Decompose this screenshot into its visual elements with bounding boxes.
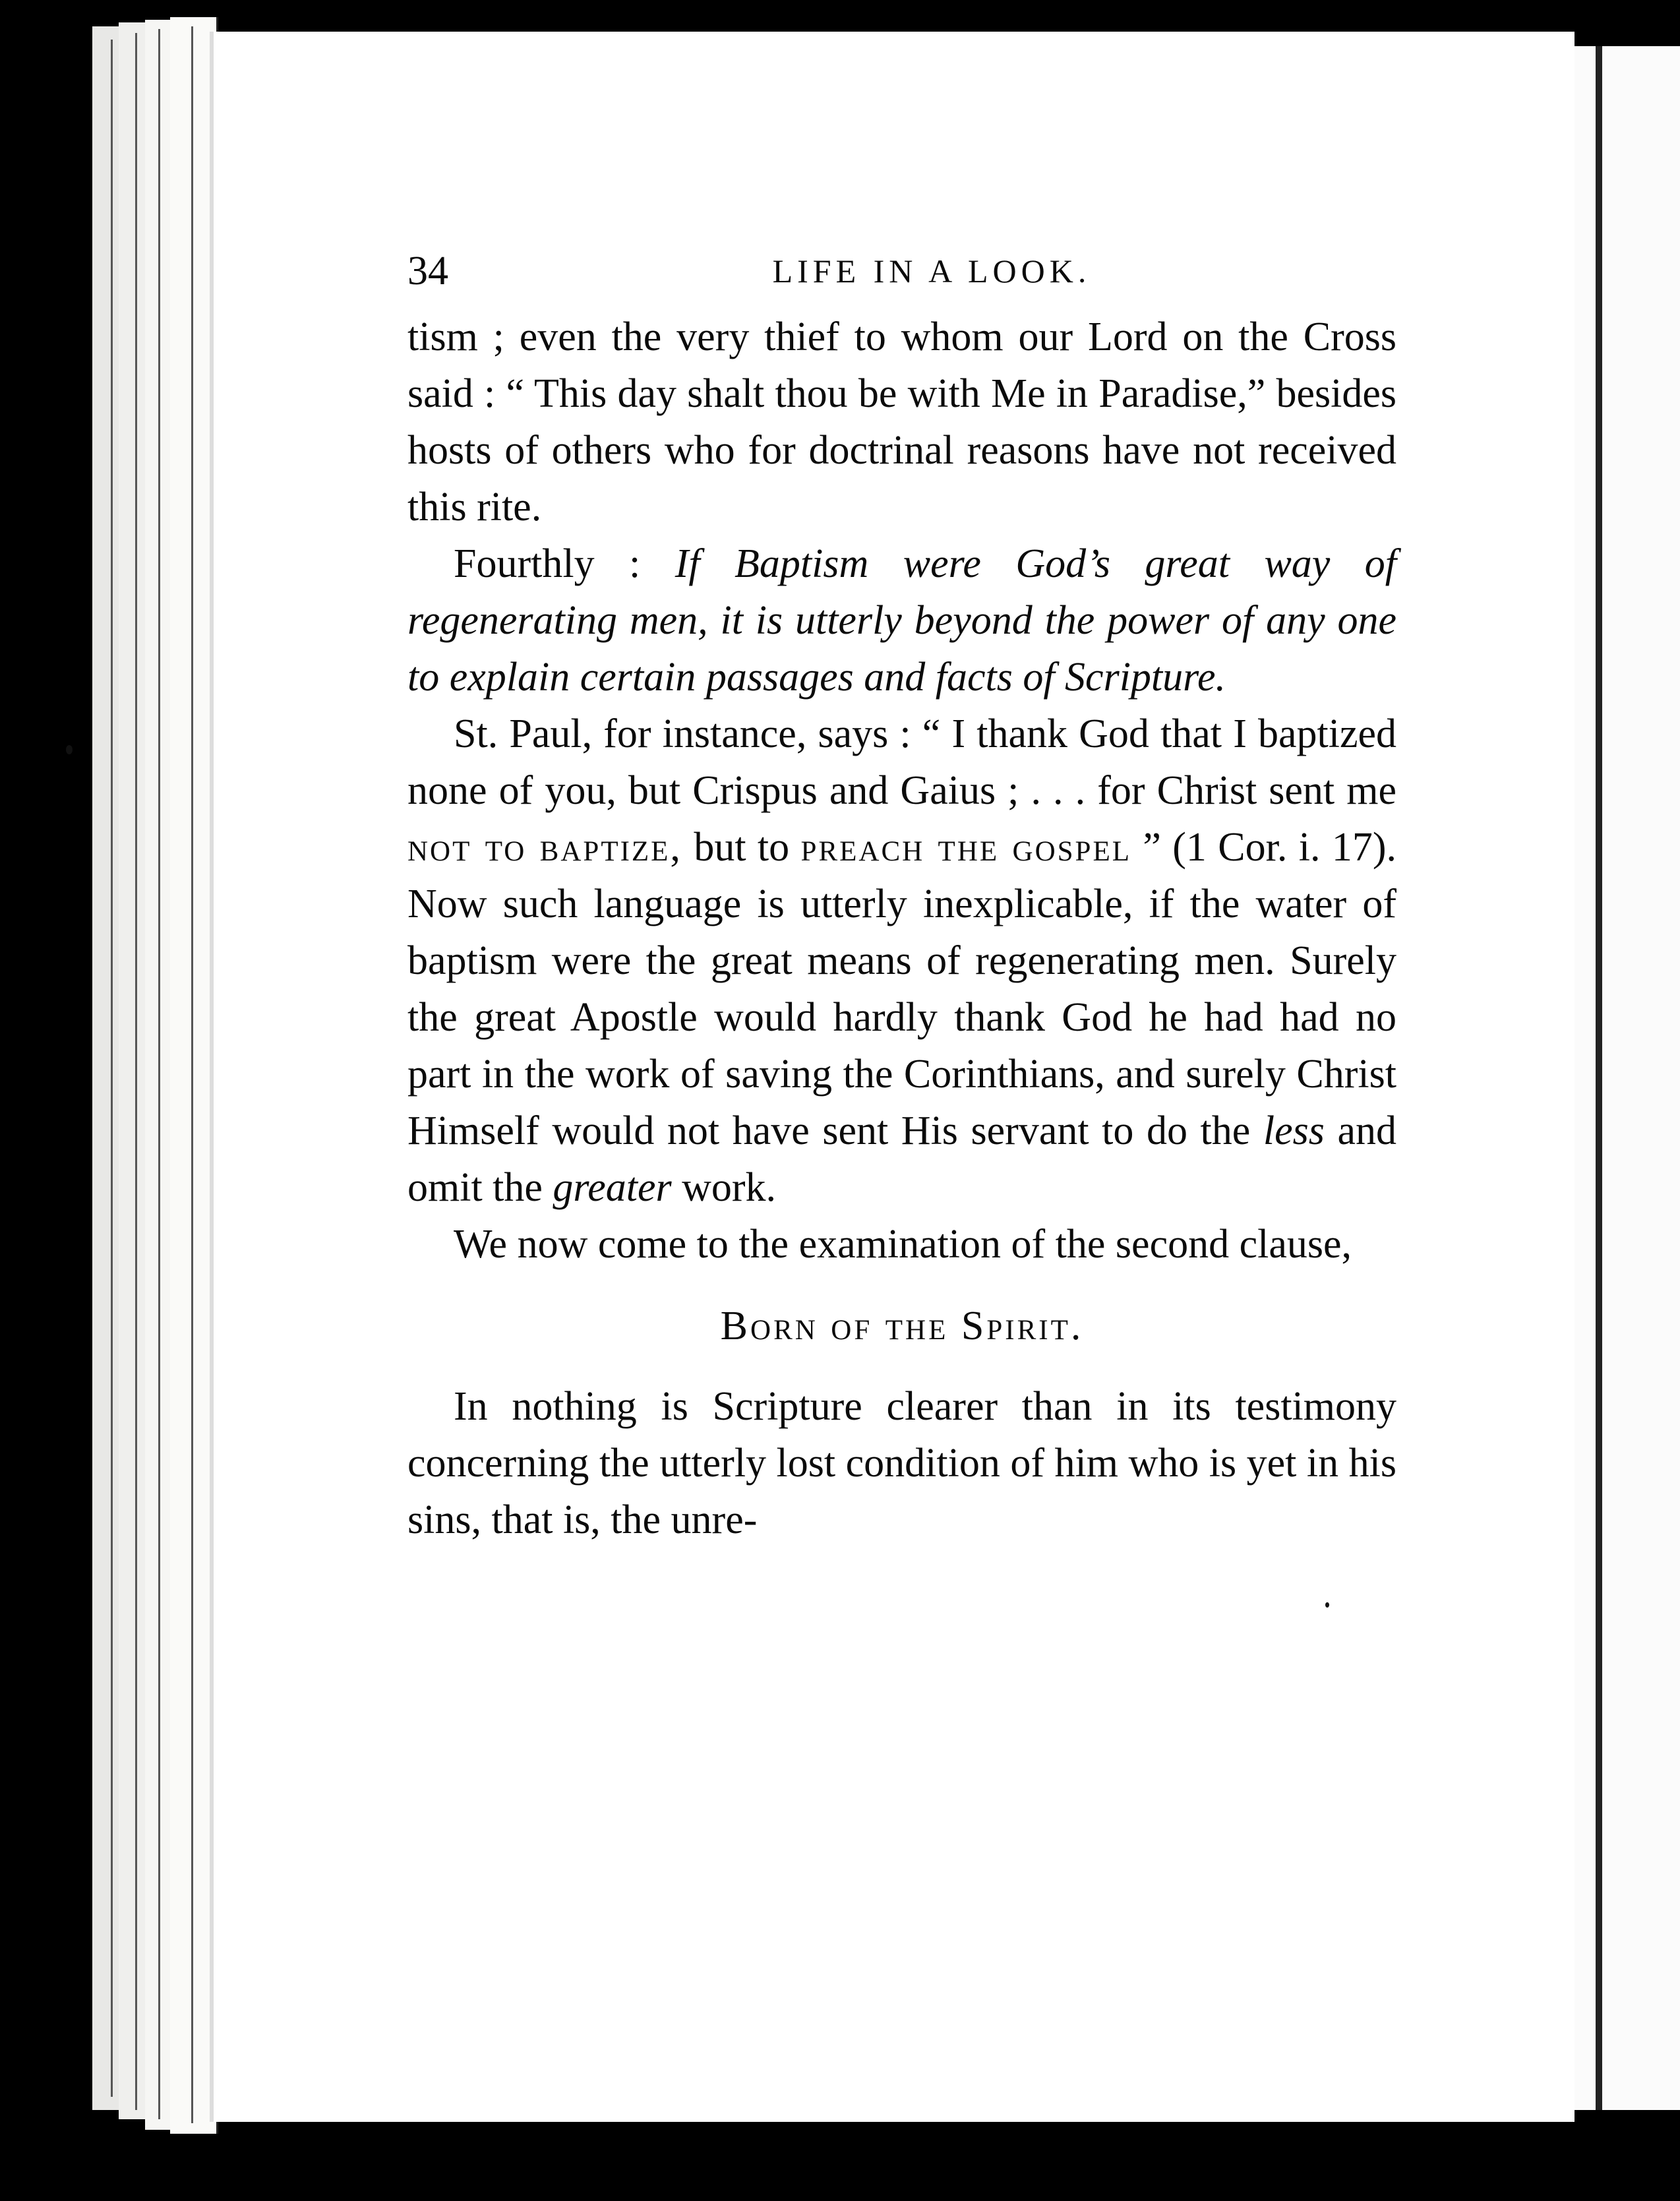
page-edge-line [135, 33, 137, 2110]
paragraph-nothing [407, 1378, 1396, 1548]
paragraph-fourthly [407, 535, 1396, 706]
page-content [407, 243, 1396, 1548]
paragraph-text: work. [671, 1165, 777, 1210]
scan-speck [1325, 1602, 1329, 1608]
italic-word: less [1263, 1108, 1325, 1153]
paragraph-text: In nothing is Scripture clearer than in its testimony concerning the utterly lost condition of him who is yet in his sins, that is, the unre- [407, 1384, 1396, 1542]
paragraph-text: St. Paul, for instance, says : “ I thank God that I baptized none of you, but Crispus and Gaius ; . . . for Christ sent me [407, 711, 1396, 813]
paragraph-text: and omit the [407, 1108, 1396, 1210]
right-page-edge [1569, 46, 1680, 2110]
page-edge-line [111, 40, 113, 2097]
italic-statement: If Baptism were God’s great way of regenerating men, it is utterly beyond the power of any one to explain certain passages and facts of Scripture. [407, 541, 1396, 700]
paragraph-continued [407, 309, 1396, 535]
paragraph-text: ” (1 Cor. i. 17). Now such language is utterly inexplicable, if the water of baptism were the great means of regenerating men. Surely the great Apostle would hardly thank God he had had no part in the work of saving the Corinthians, and surely Christ Himself would not have sent His servant to do the [407, 825, 1397, 1153]
small-caps-phrase: not to baptize, [407, 825, 682, 870]
page-number: 34 [407, 249, 448, 293]
page-edge-line [158, 29, 160, 2119]
small-caps-phrase: preach the gospel [800, 825, 1131, 870]
paragraph-examination [407, 1216, 1396, 1273]
paragraph-text: We now come to the examination of the second clause, [454, 1222, 1352, 1267]
italic-word: greater [553, 1165, 672, 1210]
paragraph-st-paul [407, 706, 1396, 1216]
paragraph-text: tism ; even the very thief to whom our Lord on the Cross said : “ This day shalt thou be with Me in Paradise,” besides hosts of others who for doctrinal reasons have not received this rite. [407, 315, 1396, 529]
page-edge-line [191, 26, 193, 2123]
right-page-gutter [1596, 46, 1602, 2110]
scan-speck [66, 745, 73, 754]
running-head [407, 243, 1396, 309]
paragraph-lead: Fourthly : [454, 541, 675, 586]
book-page [210, 32, 1575, 2122]
running-title: LIFE IN A LOOK. [772, 253, 1091, 289]
section-heading: Born of the Spirit. [720, 1304, 1084, 1348]
paragraph-text: but to [682, 825, 801, 870]
